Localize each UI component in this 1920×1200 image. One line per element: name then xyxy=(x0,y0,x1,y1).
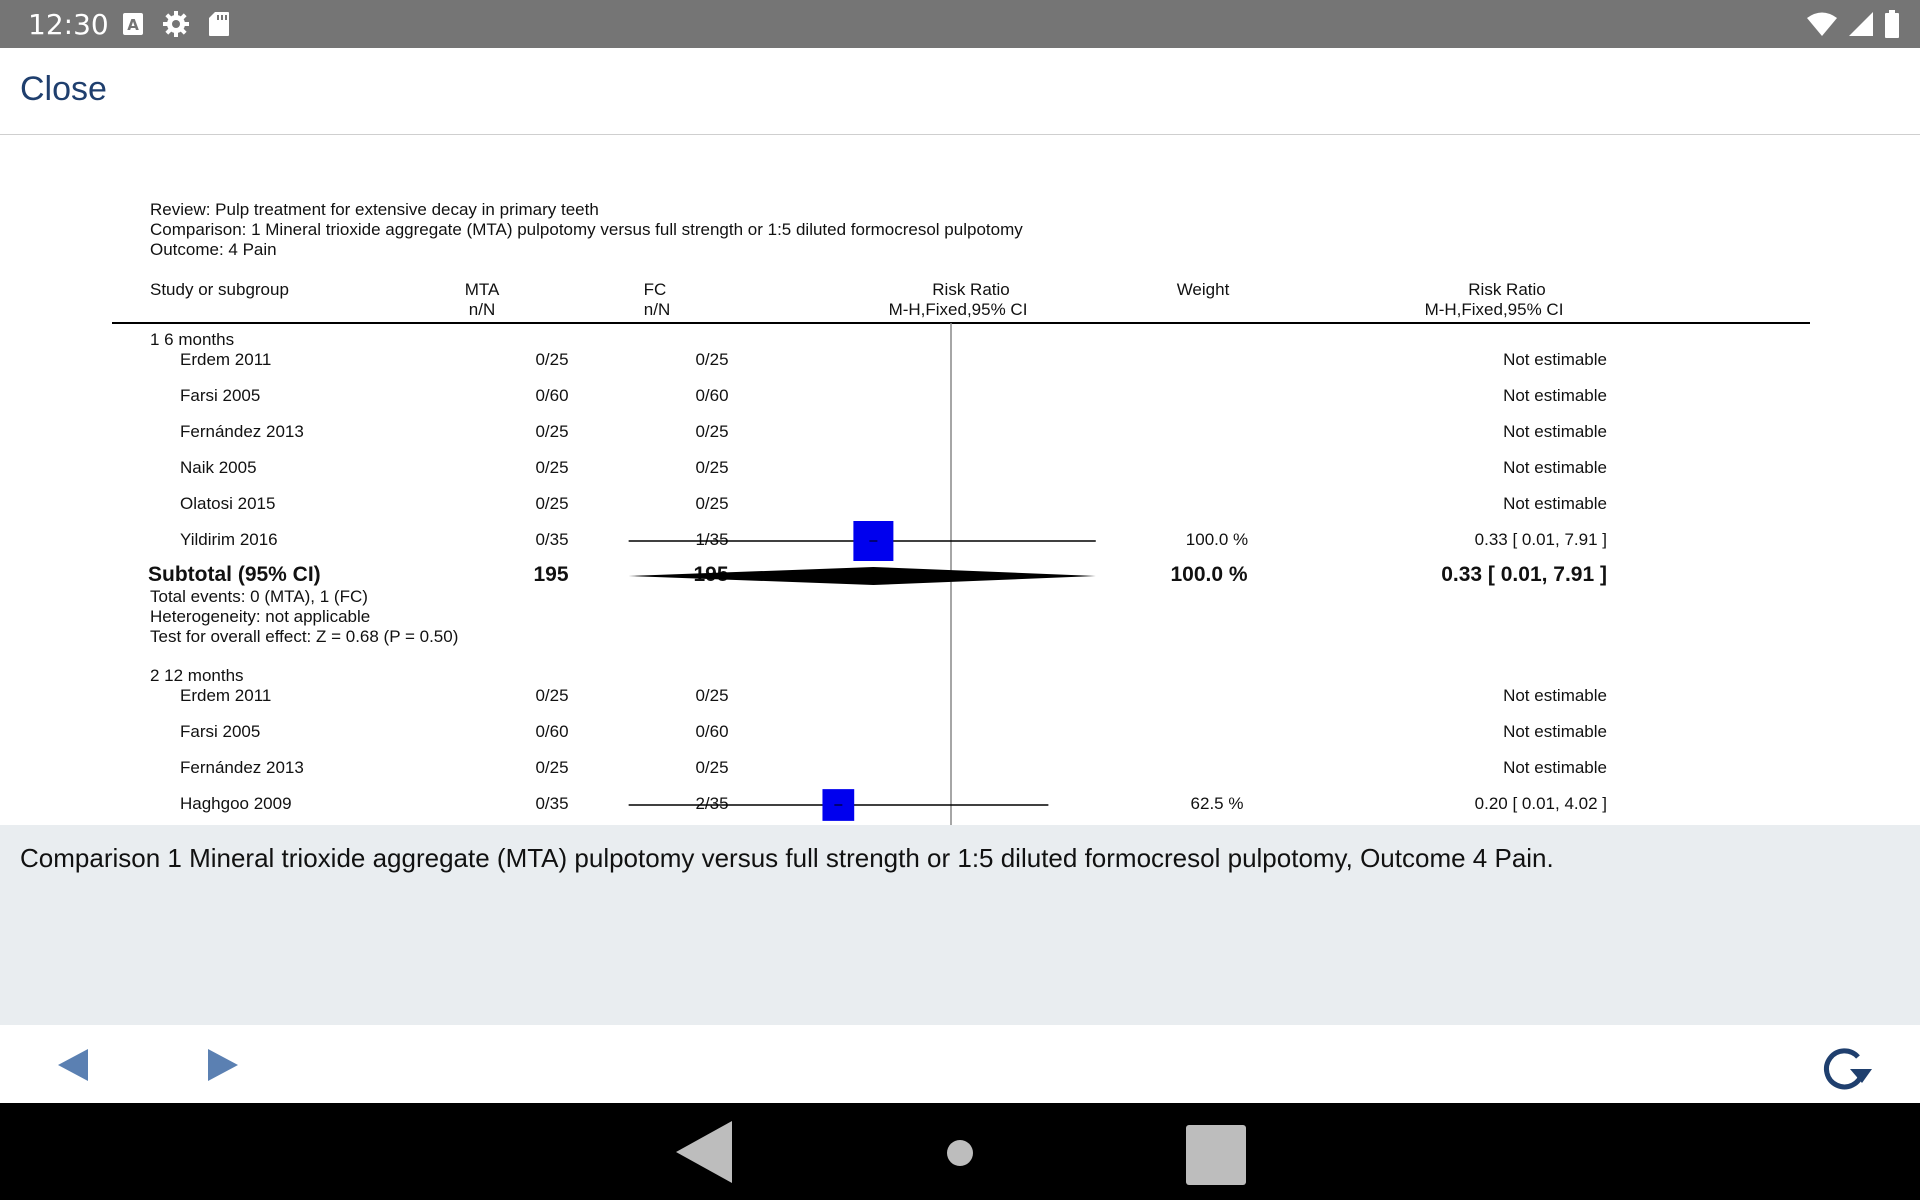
group-2-row-0-fc-count: 0/25 xyxy=(695,686,729,705)
group-2-title: 2 12 months xyxy=(150,666,244,685)
group-2-row-3-study-name: Haghgoo 2009 xyxy=(180,794,292,813)
group-1-row-3-study-name: Naik 2005 xyxy=(180,458,257,477)
column-header-mta-sub: n/N xyxy=(468,300,496,319)
close-button[interactable]: Close xyxy=(20,70,107,108)
group-1-row-4-mta-count: 0/25 xyxy=(535,494,569,513)
figure-outcome-line: Outcome: 4 Pain xyxy=(150,240,277,259)
gear-icon xyxy=(162,10,190,38)
nav-back-icon[interactable] xyxy=(674,1119,734,1185)
group-1-row-4-risk-ratio: Not estimable xyxy=(1503,494,1607,513)
column-header-fc-sub: n/N xyxy=(643,300,671,319)
group-1-row-2-study-name: Fernández 2013 xyxy=(180,422,304,441)
group-1-row-4-fc-count: 0/25 xyxy=(695,494,729,513)
group-2-row-1-risk-ratio: Not estimable xyxy=(1503,722,1607,741)
group-2-row-0-risk-ratio: Not estimable xyxy=(1503,686,1607,705)
group-2-row-2-fc-count: 0/25 xyxy=(695,758,729,777)
group-2-row-3-fc-count: 2/35 xyxy=(695,794,729,813)
group-1-row-0-fc-count: 0/25 xyxy=(695,350,729,369)
group-1-row-4-study-name: Olatosi 2015 xyxy=(180,494,276,513)
status-bar xyxy=(0,0,1920,48)
group-1-title: 1 6 months xyxy=(150,330,235,349)
column-header-study: Study or subgroup xyxy=(150,280,289,299)
group-1-row-5-mta-count: 0/35 xyxy=(535,530,569,549)
nav-home-icon[interactable] xyxy=(946,1139,974,1167)
group-2-row-2-risk-ratio: Not estimable xyxy=(1503,758,1607,777)
group-2-row-1-fc-count: 0/60 xyxy=(695,722,729,741)
group-1-row-3-risk-ratio: Not estimable xyxy=(1503,458,1607,477)
group-1-row-1-mta-count: 0/60 xyxy=(535,386,569,405)
text-a-icon xyxy=(122,12,144,36)
group-1-row-2-risk-ratio: Not estimable xyxy=(1503,422,1607,441)
status-icons-left xyxy=(122,10,230,38)
group-1-subtotal-note-1: Heterogeneity: not applicable xyxy=(150,607,371,626)
group-1-row-5-fc-count: 1/35 xyxy=(695,530,729,549)
group-1-row-5-study-name: Yildirim 2016 xyxy=(180,530,278,549)
back-arrow-icon[interactable] xyxy=(56,1045,90,1085)
figure-comparison-line: Comparison: 1 Mineral trioxide aggregate (MTA) pulpotomy versus full strength or 1:5 diluted formocresol pulpotomy xyxy=(150,220,1023,239)
group-1-subtotal-note-2: Test for overall effect: Z = 0.68 (P = 0.50) xyxy=(150,627,459,646)
sd-card-icon xyxy=(208,11,230,37)
group-2-row-3-weight: 62.5 % xyxy=(1190,794,1244,813)
nav-recents-icon[interactable] xyxy=(1184,1123,1248,1187)
forest-plot xyxy=(0,135,1920,825)
group-1-row-5-weight: 100.0 % xyxy=(1185,530,1249,549)
wifi-icon xyxy=(1806,11,1838,37)
group-2-row-3-risk-ratio: 0.20 [ 0.01, 4.02 ] xyxy=(1474,794,1607,813)
group-1-row-1-fc-count: 0/60 xyxy=(695,386,729,405)
group-1-subtotal-risk-ratio: 0.33 [ 0.01, 7.91 ] xyxy=(1441,563,1607,586)
group-1-row-3-fc-count: 0/25 xyxy=(695,458,729,477)
column-header-risk-ratio: Risk Ratio xyxy=(932,280,1010,299)
group-2-row-2-study-name: Fernández 2013 xyxy=(180,758,304,777)
battery-icon xyxy=(1884,10,1900,38)
system-nav-bar xyxy=(0,1103,1920,1200)
group-1-row-5-risk-ratio: 0.33 [ 0.01, 7.91 ] xyxy=(1474,530,1607,549)
status-time: 12:30 xyxy=(28,8,109,41)
figure-viewer[interactable] xyxy=(0,135,1920,825)
group-1-subtotal-weight: 100.0 % xyxy=(1170,563,1248,586)
group-2-row-1-mta-count: 0/60 xyxy=(535,722,569,741)
column-header-risk-ratio-2: Risk Ratio xyxy=(1468,280,1546,299)
group-2-row-0-mta-count: 0/25 xyxy=(535,686,569,705)
figure-review-line: Review: Pulp treatment for extensive decay in primary teeth xyxy=(150,200,599,219)
bottom-toolbar xyxy=(0,1025,1920,1103)
forward-arrow-icon[interactable] xyxy=(206,1045,240,1085)
column-header-risk-ratio-2-method: M-H,Fixed,95% CI xyxy=(1424,300,1564,319)
column-header-weight: Weight xyxy=(1176,280,1230,299)
group-1-row-0-mta-count: 0/25 xyxy=(535,350,569,369)
group-1-row-1-study-name: Farsi 2005 xyxy=(180,386,261,405)
cell-signal-icon xyxy=(1848,11,1874,37)
group-1-row-0-risk-ratio: Not estimable xyxy=(1503,350,1607,369)
column-header-mta: MTA xyxy=(464,280,500,299)
group-2-row-3-mta-count: 0/35 xyxy=(535,794,569,813)
group-1-row-3-mta-count: 0/25 xyxy=(535,458,569,477)
status-icons-right xyxy=(1806,10,1900,38)
group-1-row-0-study-name: Erdem 2011 xyxy=(180,350,272,369)
figure-caption: Comparison 1 Mineral trioxide aggregate (MTA) pulpotomy versus full strength or 1:5 diluted formocresol pulpotomy, Outcome 4 Pain. xyxy=(20,843,1554,873)
group-1-subtotal-label: Subtotal (95% CI) xyxy=(148,563,321,586)
group-1-subtotal-note-0: Total events: 0 (MTA), 1 (FC) xyxy=(150,587,368,606)
group-2-row-0-study-name: Erdem 2011 xyxy=(180,686,272,705)
group-2-row-1-study-name: Farsi 2005 xyxy=(180,722,261,741)
group-1-subtotal-mta: 195 xyxy=(533,563,569,586)
column-header-fc: FC xyxy=(643,280,667,299)
group-1-row-2-mta-count: 0/25 xyxy=(535,422,569,441)
svg-text:A: A xyxy=(127,16,139,34)
caption-panel xyxy=(0,825,1920,1026)
group-1-row-1-risk-ratio: Not estimable xyxy=(1503,386,1607,405)
group-2-row-2-mta-count: 0/25 xyxy=(535,758,569,777)
refresh-icon[interactable] xyxy=(1818,1043,1874,1093)
group-1-row-2-fc-count: 0/25 xyxy=(695,422,729,441)
column-header-risk-ratio-method: M-H,Fixed,95% CI xyxy=(888,300,1028,319)
top-bar xyxy=(0,48,1920,135)
